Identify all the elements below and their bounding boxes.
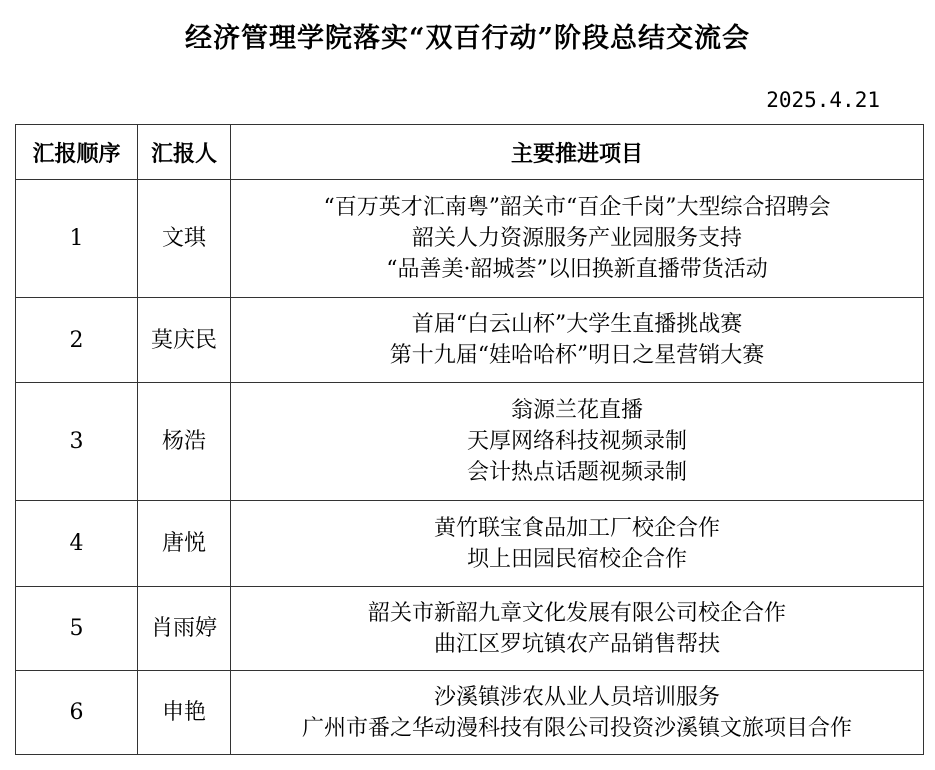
row-order: 2	[16, 298, 138, 383]
project-item: 天厚网络科技视频录制	[466, 429, 687, 454]
row-projects	[231, 587, 924, 671]
project-item: 第十九届“娃哈哈杯”明日之星营销大赛	[389, 343, 765, 368]
project-item: 会计热点话题视频录制	[466, 460, 687, 485]
row-order: 4	[16, 501, 138, 587]
row-reporter: 唐悦	[138, 501, 231, 587]
report-table	[15, 124, 924, 755]
table-row	[16, 180, 924, 298]
project-item: 韶关人力资源服务产业园服务支持	[411, 226, 742, 251]
row-projects	[231, 383, 924, 501]
project-item: “百万英才汇南粤”韶关市“百企千岗”大型综合招聘会	[323, 195, 831, 220]
row-reporter: 申艳	[138, 671, 231, 755]
table-row	[16, 671, 924, 755]
row-order: 5	[16, 587, 138, 671]
project-item: 韶关市新韶九章文化发展有限公司校企合作	[367, 600, 786, 626]
row-projects	[231, 298, 924, 383]
document-date: 2025.4.21	[766, 88, 880, 112]
project-item: 首届“白云山杯”大学生直播挑战赛	[411, 312, 743, 337]
table-row	[16, 383, 924, 501]
project-item: 广州市番之华动漫科技有限公司投资沙溪镇文旅项目合作	[301, 715, 852, 741]
project-item: 曲江区罗坑镇农产品销售帮扶	[433, 631, 720, 657]
document-title: 经济管理学院落实“双百行动”阶段总结交流会	[184, 23, 751, 54]
project-item: 翁源兰花直播	[510, 398, 643, 423]
project-item: 坝上田园民宿校企合作	[466, 546, 687, 572]
row-reporter: 文琪	[138, 180, 231, 298]
project-item: 黄竹联宝食品加工厂校企合作	[433, 515, 720, 541]
row-projects	[231, 671, 924, 755]
header-reporter: 汇报人	[138, 125, 231, 180]
row-projects	[231, 501, 924, 587]
row-projects	[231, 180, 924, 298]
header-order: 汇报顺序	[16, 125, 138, 180]
row-reporter: 莫庆民	[138, 298, 231, 383]
row-reporter: 肖雨婷	[138, 587, 231, 671]
table-row	[16, 298, 924, 383]
row-order: 1	[16, 180, 138, 298]
header-projects: 主要推进项目	[231, 125, 924, 180]
row-order: 3	[16, 383, 138, 501]
row-order: 6	[16, 671, 138, 755]
project-item: “品善美·韶城荟”以旧换新直播带货活动	[386, 257, 768, 282]
table-row	[16, 587, 924, 671]
row-reporter: 杨浩	[138, 383, 231, 501]
table-header-row	[16, 125, 924, 180]
table-row	[16, 501, 924, 587]
project-item: 沙溪镇涉农从业人员培训服务	[433, 684, 720, 710]
